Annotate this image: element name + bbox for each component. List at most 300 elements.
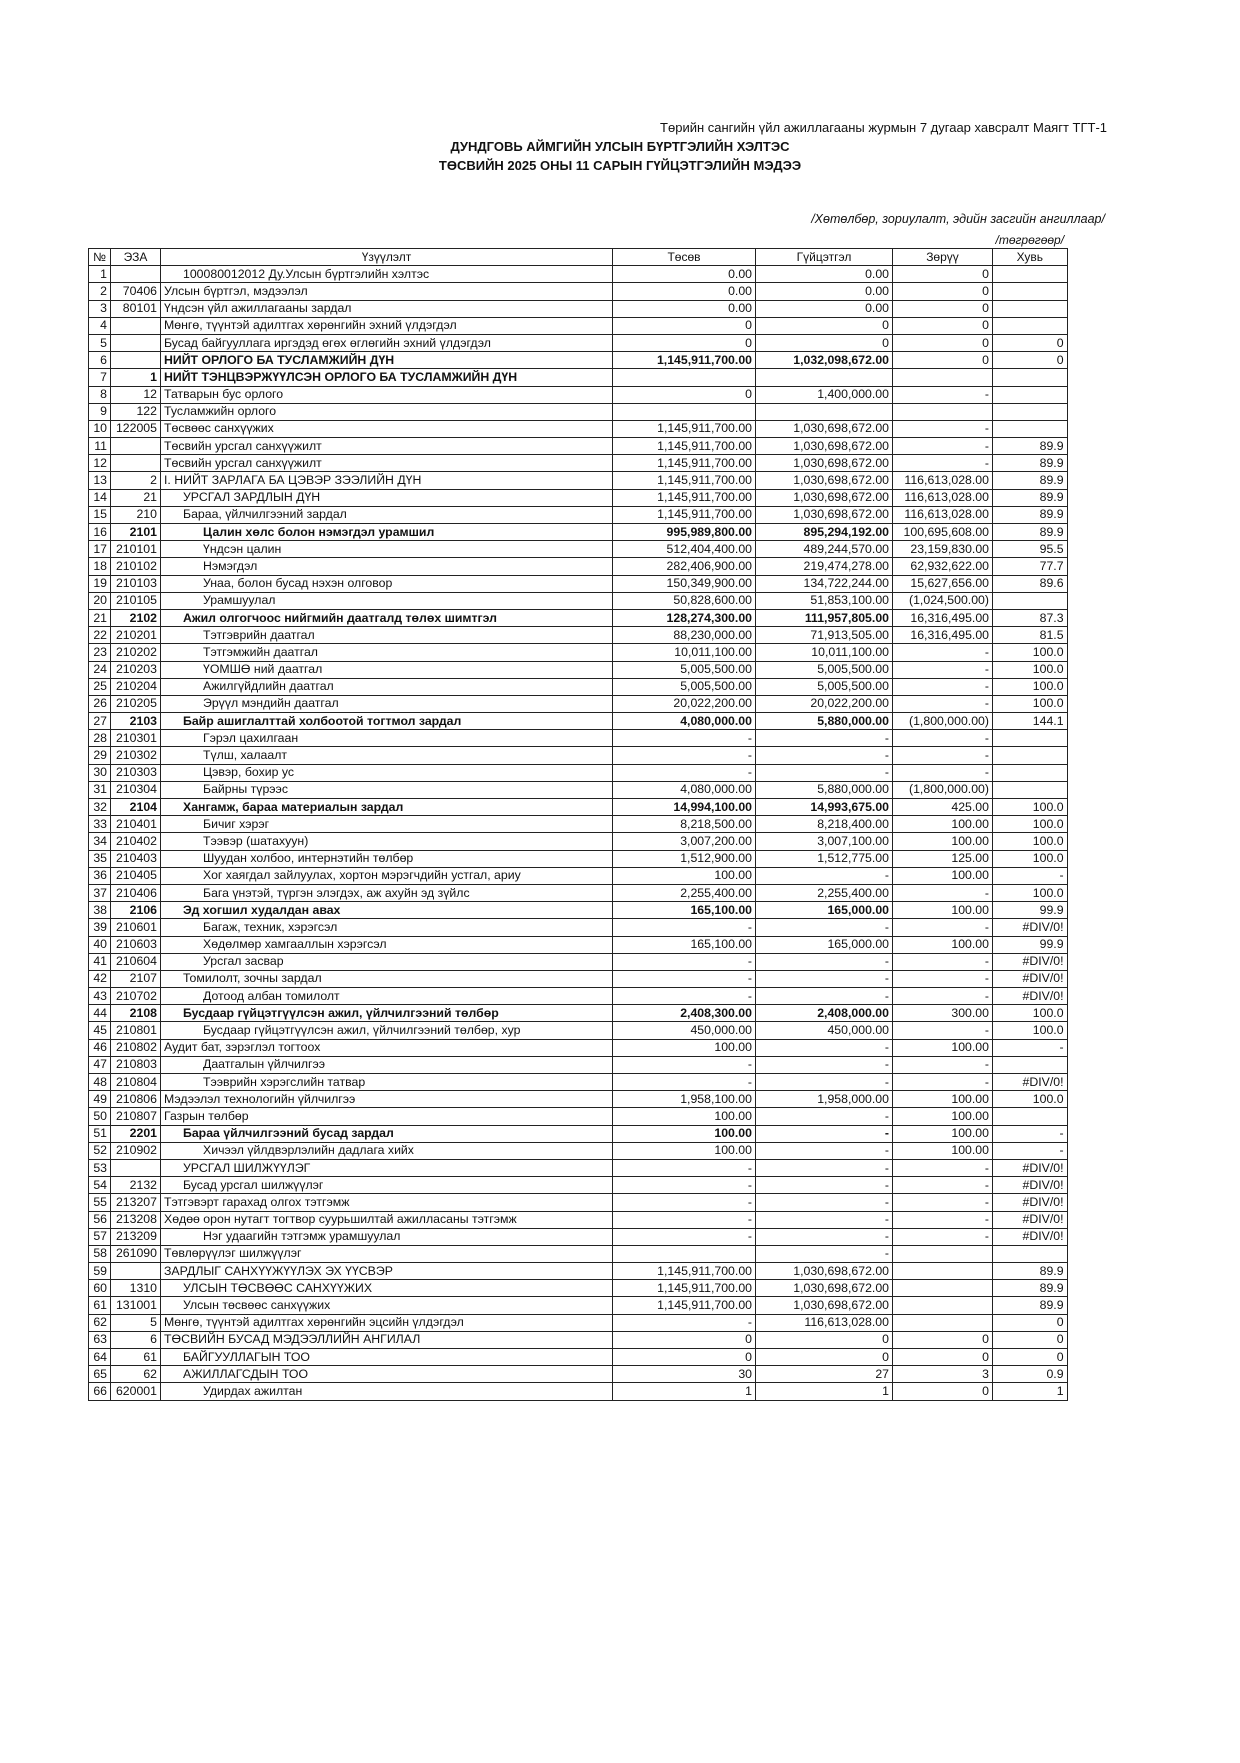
row-eza-cell bbox=[111, 438, 161, 455]
row-budget-cell: 512,404,400.00 bbox=[613, 541, 756, 558]
row-pct-cell: - bbox=[993, 1039, 1068, 1056]
row-name-cell: Бусдаар гүйцэтгүүлсэн ажил, үйлчилгээний төлбөр, хур bbox=[161, 1022, 613, 1039]
row-actual-cell: - bbox=[756, 1211, 893, 1228]
table-row bbox=[89, 524, 1068, 541]
row-name-cell: Төсвөөс санхүүжих bbox=[161, 420, 613, 437]
table-row bbox=[89, 558, 1068, 575]
row-eza-cell: 620001 bbox=[111, 1383, 161, 1400]
row-actual-cell: 116,613,028.00 bbox=[756, 1314, 893, 1331]
table-row bbox=[89, 730, 1068, 747]
table-row bbox=[89, 661, 1068, 678]
row-pct-cell: 0.9 bbox=[993, 1366, 1068, 1383]
row-pct-cell: 0 bbox=[993, 1349, 1068, 1366]
row-actual-cell: - bbox=[756, 1142, 893, 1159]
row-name-cell: Тэтгэвэрт гарахад олгох тэтгэмж bbox=[161, 1194, 613, 1211]
row-actual-cell: 165,000.00 bbox=[756, 936, 893, 953]
col-header-diff: Зөрүү bbox=[893, 249, 993, 266]
row-pct-cell: 100.0 bbox=[993, 695, 1068, 712]
table-row bbox=[89, 334, 1068, 351]
table-row bbox=[89, 472, 1068, 489]
row-name-cell: Үндсэн үйл ажиллагааны зардал bbox=[161, 300, 613, 317]
row-name-cell: Цалин хөлс болон нэмэгдэл урамшил bbox=[161, 524, 613, 541]
row-pct-cell bbox=[993, 747, 1068, 764]
row-diff-cell: 62,932,622.00 bbox=[893, 558, 993, 575]
row-name-cell: Хог хаягдал зайлуулах, хортон мэрэгчдийн устгал, ариу bbox=[161, 867, 613, 884]
row-pct-cell bbox=[993, 592, 1068, 609]
row-actual-cell: 0 bbox=[756, 317, 893, 334]
row-pct-cell bbox=[993, 283, 1068, 300]
row-no-cell: 41 bbox=[89, 953, 111, 970]
classification-note: /Хөтөлбөр, зориулалт, эдийн засгийн ангиллаар/ bbox=[811, 212, 1105, 226]
row-pct-cell: 89.9 bbox=[993, 1263, 1068, 1280]
row-eza-cell: 210304 bbox=[111, 781, 161, 798]
row-pct-cell: 89.9 bbox=[993, 1297, 1068, 1314]
row-eza-cell: 210902 bbox=[111, 1142, 161, 1159]
row-eza-cell: 210604 bbox=[111, 953, 161, 970]
row-eza-cell: 261090 bbox=[111, 1245, 161, 1262]
row-name-cell: Шуудан холбоо, интернэтийн төлбөр bbox=[161, 850, 613, 867]
row-pct-cell: 89.9 bbox=[993, 1280, 1068, 1297]
row-diff-cell bbox=[893, 1297, 993, 1314]
row-diff-cell: 23,159,830.00 bbox=[893, 541, 993, 558]
table-row bbox=[89, 455, 1068, 472]
row-budget-cell: - bbox=[613, 764, 756, 781]
row-no-cell: 61 bbox=[89, 1297, 111, 1314]
row-pct-cell: 81.5 bbox=[993, 627, 1068, 644]
table-row bbox=[89, 1039, 1068, 1056]
row-name-cell: АЖИЛЛАГСДЫН ТОО bbox=[161, 1366, 613, 1383]
row-budget-cell: 3,007,200.00 bbox=[613, 833, 756, 850]
row-name-cell: Мөнгө, түүнтэй адилтгах хөрөнгийн эхний үлдэгдэл bbox=[161, 317, 613, 334]
row-no-cell: 39 bbox=[89, 919, 111, 936]
row-no-cell: 33 bbox=[89, 816, 111, 833]
row-budget-cell: 88,230,000.00 bbox=[613, 627, 756, 644]
table-header-row bbox=[89, 249, 1068, 266]
row-name-cell: Хангамж, бараа материалын зардал bbox=[161, 799, 613, 816]
row-actual-cell: 2,408,000.00 bbox=[756, 1005, 893, 1022]
row-pct-cell: 89.9 bbox=[993, 472, 1068, 489]
row-name-cell: Удирдах ажилтан bbox=[161, 1383, 613, 1400]
appendix-note: Төрийн сангийн үйл ажиллагааны журмын 7 дугаар хавсралт Маягт ТГТ-1 bbox=[660, 120, 1107, 135]
col-header-eza: ЭЗА bbox=[111, 249, 161, 266]
row-budget-cell: 0 bbox=[613, 1349, 756, 1366]
row-eza-cell: 210702 bbox=[111, 988, 161, 1005]
row-pct-cell: 89.9 bbox=[993, 524, 1068, 541]
row-pct-cell bbox=[993, 317, 1068, 334]
row-pct-cell: 100.0 bbox=[993, 1091, 1068, 1108]
row-diff-cell: (1,800,000.00) bbox=[893, 713, 993, 730]
row-budget-cell: - bbox=[613, 747, 756, 764]
row-diff-cell: 125.00 bbox=[893, 850, 993, 867]
table-row bbox=[89, 1228, 1068, 1245]
row-actual-cell: 219,474,278.00 bbox=[756, 558, 893, 575]
row-name-cell: ТӨСВИЙН БУСАД МЭДЭЭЛЛИЙН АНГИЛАЛ bbox=[161, 1331, 613, 1348]
row-pct-cell: 100.0 bbox=[993, 1005, 1068, 1022]
row-name-cell: Тусламжийн орлого bbox=[161, 403, 613, 420]
row-budget-cell: 1,145,911,700.00 bbox=[613, 420, 756, 437]
row-diff-cell: 0 bbox=[893, 352, 993, 369]
row-actual-cell: 1,030,698,672.00 bbox=[756, 455, 893, 472]
row-budget-cell: 100.00 bbox=[613, 1108, 756, 1125]
row-no-cell: 30 bbox=[89, 764, 111, 781]
row-actual-cell bbox=[756, 369, 893, 386]
row-name-cell: Даатгалын үйлчилгээ bbox=[161, 1056, 613, 1073]
row-diff-cell bbox=[893, 1280, 993, 1297]
row-diff-cell: - bbox=[893, 988, 993, 1005]
row-name-cell: УЛСЫН ТӨСВӨӨС САНХҮҮЖИХ bbox=[161, 1280, 613, 1297]
table-row bbox=[89, 627, 1068, 644]
table-row bbox=[89, 833, 1068, 850]
row-name-cell: Тээвэр (шатахуун) bbox=[161, 833, 613, 850]
row-pct-cell bbox=[993, 730, 1068, 747]
row-pct-cell bbox=[993, 764, 1068, 781]
row-actual-cell: 0 bbox=[756, 1349, 893, 1366]
row-pct-cell: #DIV/0! bbox=[993, 953, 1068, 970]
row-pct-cell: - bbox=[993, 867, 1068, 884]
row-eza-cell: 210 bbox=[111, 506, 161, 523]
row-diff-cell bbox=[893, 1314, 993, 1331]
table-row bbox=[89, 369, 1068, 386]
row-eza-cell: 2107 bbox=[111, 970, 161, 987]
table-row bbox=[89, 575, 1068, 592]
report-table bbox=[88, 233, 1068, 1401]
row-no-cell: 55 bbox=[89, 1194, 111, 1211]
row-actual-cell: 1,030,698,672.00 bbox=[756, 1263, 893, 1280]
row-pct-cell: 89.6 bbox=[993, 575, 1068, 592]
row-no-cell: 51 bbox=[89, 1125, 111, 1142]
row-pct-cell bbox=[993, 420, 1068, 437]
row-eza-cell: 1310 bbox=[111, 1280, 161, 1297]
row-pct-cell: 100.0 bbox=[993, 644, 1068, 661]
table-row bbox=[89, 386, 1068, 403]
row-budget-cell: 2,408,300.00 bbox=[613, 1005, 756, 1022]
row-no-cell: 5 bbox=[89, 334, 111, 351]
row-actual-cell: - bbox=[756, 1177, 893, 1194]
table-row bbox=[89, 799, 1068, 816]
row-diff-cell: - bbox=[893, 1228, 993, 1245]
row-pct-cell: #DIV/0! bbox=[993, 1228, 1068, 1245]
document-title: ДУНДГОВЬ АЙМГИЙН УЛСЫН БҮРТГЭЛИЙН ХЭЛТЭС bbox=[450, 139, 790, 154]
row-diff-cell: 100.00 bbox=[893, 1142, 993, 1159]
row-name-cell: Урамшуулал bbox=[161, 592, 613, 609]
row-name-cell: НИЙТ ОРЛОГО БА ТУСЛАМЖИЙН ДҮН bbox=[161, 352, 613, 369]
row-name-cell: Байр ашиглалттай холбоотой тогтмол зардал bbox=[161, 713, 613, 730]
row-name-cell: Урсгал засвар bbox=[161, 953, 613, 970]
table-row bbox=[89, 781, 1068, 798]
row-budget-cell: 0 bbox=[613, 1331, 756, 1348]
row-actual-cell: 5,005,500.00 bbox=[756, 661, 893, 678]
row-eza-cell: 2 bbox=[111, 472, 161, 489]
row-no-cell: 62 bbox=[89, 1314, 111, 1331]
row-name-cell: ЗАРДЛЫГ САНХҮҮЖҮҮЛЭХ ЭХ ҮҮСВЭР bbox=[161, 1263, 613, 1280]
table-row bbox=[89, 420, 1068, 437]
col-header-no: № bbox=[89, 249, 111, 266]
row-no-cell: 24 bbox=[89, 661, 111, 678]
row-diff-cell: 3 bbox=[893, 1366, 993, 1383]
row-budget-cell bbox=[613, 1245, 756, 1262]
table-row bbox=[89, 713, 1068, 730]
row-actual-cell: 20,022,200.00 bbox=[756, 695, 893, 712]
row-pct-cell: - bbox=[993, 1142, 1068, 1159]
row-budget-cell: 165,100.00 bbox=[613, 902, 756, 919]
row-name-cell: Эд хогшил худалдан авах bbox=[161, 902, 613, 919]
row-name-cell: Аудит бат, зэрэглэл тогтоох bbox=[161, 1039, 613, 1056]
row-budget-cell: 995,989,800.00 bbox=[613, 524, 756, 541]
row-name-cell: Татварын бус орлого bbox=[161, 386, 613, 403]
row-pct-cell: #DIV/0! bbox=[993, 1211, 1068, 1228]
row-diff-cell: - bbox=[893, 1159, 993, 1176]
row-name-cell: Төвлөрүүлэг шилжүүлэг bbox=[161, 1245, 613, 1262]
row-no-cell: 65 bbox=[89, 1366, 111, 1383]
row-eza-cell: 2108 bbox=[111, 1005, 161, 1022]
row-name-cell: УРСГАЛ ШИЛЖҮҮЛЭГ bbox=[161, 1159, 613, 1176]
row-eza-cell: 210201 bbox=[111, 627, 161, 644]
row-no-cell: 63 bbox=[89, 1331, 111, 1348]
table-row bbox=[89, 816, 1068, 833]
row-budget-cell: 1,145,911,700.00 bbox=[613, 1263, 756, 1280]
row-diff-cell: 100.00 bbox=[893, 1125, 993, 1142]
row-diff-cell: - bbox=[893, 919, 993, 936]
table-row bbox=[89, 1194, 1068, 1211]
row-no-cell: 8 bbox=[89, 386, 111, 403]
table-row bbox=[89, 541, 1068, 558]
row-budget-cell: - bbox=[613, 1211, 756, 1228]
row-actual-cell: 0.00 bbox=[756, 266, 893, 283]
row-actual-cell: 1,958,000.00 bbox=[756, 1091, 893, 1108]
row-no-cell: 10 bbox=[89, 420, 111, 437]
table-row bbox=[89, 489, 1068, 506]
row-budget-cell: 14,994,100.00 bbox=[613, 799, 756, 816]
row-diff-cell: 0 bbox=[893, 1349, 993, 1366]
row-budget-cell: 1 bbox=[613, 1383, 756, 1400]
row-eza-cell: 210301 bbox=[111, 730, 161, 747]
row-eza-cell: 210804 bbox=[111, 1074, 161, 1091]
row-actual-cell: 8,218,400.00 bbox=[756, 816, 893, 833]
row-pct-cell: 99.9 bbox=[993, 936, 1068, 953]
row-no-cell: 3 bbox=[89, 300, 111, 317]
row-no-cell: 47 bbox=[89, 1056, 111, 1073]
col-header-actual: Гүйцэтгэл bbox=[756, 249, 893, 266]
row-eza-cell: 62 bbox=[111, 1366, 161, 1383]
row-actual-cell: - bbox=[756, 1125, 893, 1142]
row-budget-cell: 0.00 bbox=[613, 300, 756, 317]
row-pct-cell bbox=[993, 1056, 1068, 1073]
row-budget-cell: 0.00 bbox=[613, 266, 756, 283]
row-pct-cell bbox=[993, 386, 1068, 403]
table-row bbox=[89, 1022, 1068, 1039]
row-eza-cell: 210601 bbox=[111, 919, 161, 936]
row-pct-cell: 100.0 bbox=[993, 1022, 1068, 1039]
unit-note: /төгрөгөөр/ bbox=[995, 233, 1065, 247]
table-row bbox=[89, 1280, 1068, 1297]
row-diff-cell: 0 bbox=[893, 300, 993, 317]
row-diff-cell: - bbox=[893, 1022, 993, 1039]
row-eza-cell: 2103 bbox=[111, 713, 161, 730]
row-eza-cell: 210102 bbox=[111, 558, 161, 575]
row-budget-cell: 0 bbox=[613, 386, 756, 403]
row-budget-cell: 282,406,900.00 bbox=[613, 558, 756, 575]
row-budget-cell: 10,011,100.00 bbox=[613, 644, 756, 661]
row-actual-cell: 71,913,505.00 bbox=[756, 627, 893, 644]
row-budget-cell: - bbox=[613, 1228, 756, 1245]
table-row bbox=[89, 867, 1068, 884]
row-name-cell: БАЙГУУЛЛАГЫН ТОО bbox=[161, 1349, 613, 1366]
row-actual-cell: - bbox=[756, 988, 893, 1005]
row-pct-cell bbox=[993, 266, 1068, 283]
row-no-cell: 42 bbox=[89, 970, 111, 987]
row-name-cell: УРСГАЛ ЗАРДЛЫН ДҮН bbox=[161, 489, 613, 506]
table-row bbox=[89, 936, 1068, 953]
row-actual-cell: - bbox=[756, 867, 893, 884]
table-row bbox=[89, 919, 1068, 936]
row-budget-cell: 4,080,000.00 bbox=[613, 781, 756, 798]
row-diff-cell: - bbox=[893, 678, 993, 695]
table-row bbox=[89, 266, 1068, 283]
table-row bbox=[89, 438, 1068, 455]
table-row bbox=[89, 1331, 1068, 1348]
row-diff-cell: - bbox=[893, 455, 993, 472]
row-pct-cell: 100.0 bbox=[993, 816, 1068, 833]
row-diff-cell: 0 bbox=[893, 266, 993, 283]
table-row bbox=[89, 644, 1068, 661]
row-diff-cell: 116,613,028.00 bbox=[893, 506, 993, 523]
row-no-cell: 56 bbox=[89, 1211, 111, 1228]
row-no-cell: 21 bbox=[89, 609, 111, 626]
row-eza-cell: 2132 bbox=[111, 1177, 161, 1194]
row-pct-cell: #DIV/0! bbox=[993, 1159, 1068, 1176]
row-pct-cell: 89.9 bbox=[993, 438, 1068, 455]
row-no-cell: 4 bbox=[89, 317, 111, 334]
row-eza-cell: 210203 bbox=[111, 661, 161, 678]
row-no-cell: 57 bbox=[89, 1228, 111, 1245]
row-name-cell: I. НИЙТ ЗАРЛАГА БА ЦЭВЭР ЗЭЭЛИЙН ДҮН bbox=[161, 472, 613, 489]
row-diff-cell: - bbox=[893, 420, 993, 437]
row-eza-cell: 210205 bbox=[111, 695, 161, 712]
row-no-cell: 32 bbox=[89, 799, 111, 816]
table-row bbox=[89, 1159, 1068, 1176]
row-no-cell: 11 bbox=[89, 438, 111, 455]
row-diff-cell: 0 bbox=[893, 1383, 993, 1400]
row-pct-cell: #DIV/0! bbox=[993, 988, 1068, 1005]
row-diff-cell bbox=[893, 369, 993, 386]
row-actual-cell: 450,000.00 bbox=[756, 1022, 893, 1039]
table-row bbox=[89, 1383, 1068, 1400]
row-eza-cell: 210405 bbox=[111, 867, 161, 884]
row-no-cell: 46 bbox=[89, 1039, 111, 1056]
row-diff-cell: 100,695,608.00 bbox=[893, 524, 993, 541]
row-actual-cell: 1,030,698,672.00 bbox=[756, 1297, 893, 1314]
row-actual-cell: - bbox=[756, 1245, 893, 1262]
row-pct-cell bbox=[993, 1245, 1068, 1262]
row-no-cell: 45 bbox=[89, 1022, 111, 1039]
row-budget-cell: 1,145,911,700.00 bbox=[613, 1280, 756, 1297]
row-eza-cell bbox=[111, 455, 161, 472]
row-actual-cell: - bbox=[756, 1228, 893, 1245]
row-actual-cell: - bbox=[756, 919, 893, 936]
row-name-cell: Томилолт, зочны зардал bbox=[161, 970, 613, 987]
table-row bbox=[89, 747, 1068, 764]
row-name-cell: Бусдаар гүйцэтгүүлсэн ажил, үйлчилгээний төлбөр bbox=[161, 1005, 613, 1022]
table-row bbox=[89, 283, 1068, 300]
row-diff-cell: - bbox=[893, 438, 993, 455]
row-diff-cell: 100.00 bbox=[893, 902, 993, 919]
row-budget-cell: 100.00 bbox=[613, 1039, 756, 1056]
row-eza-cell bbox=[111, 334, 161, 351]
row-no-cell: 66 bbox=[89, 1383, 111, 1400]
row-no-cell: 15 bbox=[89, 506, 111, 523]
row-pct-cell bbox=[993, 781, 1068, 798]
row-diff-cell: 15,627,656.00 bbox=[893, 575, 993, 592]
row-actual-cell: 1,030,698,672.00 bbox=[756, 506, 893, 523]
row-actual-cell bbox=[756, 403, 893, 420]
row-name-cell: Ажил олгогчоос нийгмийн даатгалд төлөх шимтгэл bbox=[161, 609, 613, 626]
row-eza-cell: 210603 bbox=[111, 936, 161, 953]
row-diff-cell bbox=[893, 403, 993, 420]
row-eza-cell: 210303 bbox=[111, 764, 161, 781]
row-name-cell: ҮОМШӨ ний даатгал bbox=[161, 661, 613, 678]
row-name-cell: Багаж, техник, хэрэгсэл bbox=[161, 919, 613, 936]
row-budget-cell: 5,005,500.00 bbox=[613, 678, 756, 695]
row-name-cell: Газрын төлбөр bbox=[161, 1108, 613, 1125]
table-row bbox=[89, 1074, 1068, 1091]
row-pct-cell: 89.9 bbox=[993, 455, 1068, 472]
row-budget-cell: 20,022,200.00 bbox=[613, 695, 756, 712]
row-eza-cell: 2101 bbox=[111, 524, 161, 541]
row-no-cell: 13 bbox=[89, 472, 111, 489]
row-eza-cell: 80101 bbox=[111, 300, 161, 317]
row-actual-cell: 489,244,570.00 bbox=[756, 541, 893, 558]
row-diff-cell: 100.00 bbox=[893, 816, 993, 833]
row-name-cell: Улсын төсвөөс санхүүжих bbox=[161, 1297, 613, 1314]
row-eza-cell: 210105 bbox=[111, 592, 161, 609]
row-name-cell: Бараа, үйлчилгээний зардал bbox=[161, 506, 613, 523]
table-row bbox=[89, 1142, 1068, 1159]
row-pct-cell: 0 bbox=[993, 352, 1068, 369]
row-actual-cell: - bbox=[756, 1056, 893, 1073]
row-actual-cell: - bbox=[756, 1108, 893, 1125]
row-no-cell: 36 bbox=[89, 867, 111, 884]
row-eza-cell: 5 bbox=[111, 1314, 161, 1331]
row-no-cell: 31 bbox=[89, 781, 111, 798]
row-budget-cell: 2,255,400.00 bbox=[613, 884, 756, 901]
row-eza-cell bbox=[111, 266, 161, 283]
row-budget-cell: - bbox=[613, 988, 756, 1005]
row-eza-cell: 70406 bbox=[111, 283, 161, 300]
row-actual-cell: 5,880,000.00 bbox=[756, 713, 893, 730]
row-pct-cell: 89.9 bbox=[993, 506, 1068, 523]
row-no-cell: 9 bbox=[89, 403, 111, 420]
row-name-cell: Төсвийн урсгал санхүүжилт bbox=[161, 455, 613, 472]
row-pct-cell bbox=[993, 300, 1068, 317]
row-eza-cell: 210402 bbox=[111, 833, 161, 850]
row-actual-cell: 14,993,675.00 bbox=[756, 799, 893, 816]
row-pct-cell: 0 bbox=[993, 1331, 1068, 1348]
row-pct-cell: 100.0 bbox=[993, 850, 1068, 867]
row-actual-cell: 5,005,500.00 bbox=[756, 678, 893, 695]
row-name-cell: Бусад урсгал шилжүүлэг bbox=[161, 1177, 613, 1194]
row-name-cell: Мэдээлэл технологийн үйлчилгээ bbox=[161, 1091, 613, 1108]
row-no-cell: 29 bbox=[89, 747, 111, 764]
row-actual-cell: 2,255,400.00 bbox=[756, 884, 893, 901]
row-actual-cell: 0.00 bbox=[756, 283, 893, 300]
row-actual-cell: - bbox=[756, 1159, 893, 1176]
row-budget-cell: 1,145,911,700.00 bbox=[613, 472, 756, 489]
row-no-cell: 38 bbox=[89, 902, 111, 919]
row-diff-cell: - bbox=[893, 1177, 993, 1194]
row-budget-cell: - bbox=[613, 1074, 756, 1091]
row-no-cell: 60 bbox=[89, 1280, 111, 1297]
row-budget-cell: 100.00 bbox=[613, 1125, 756, 1142]
